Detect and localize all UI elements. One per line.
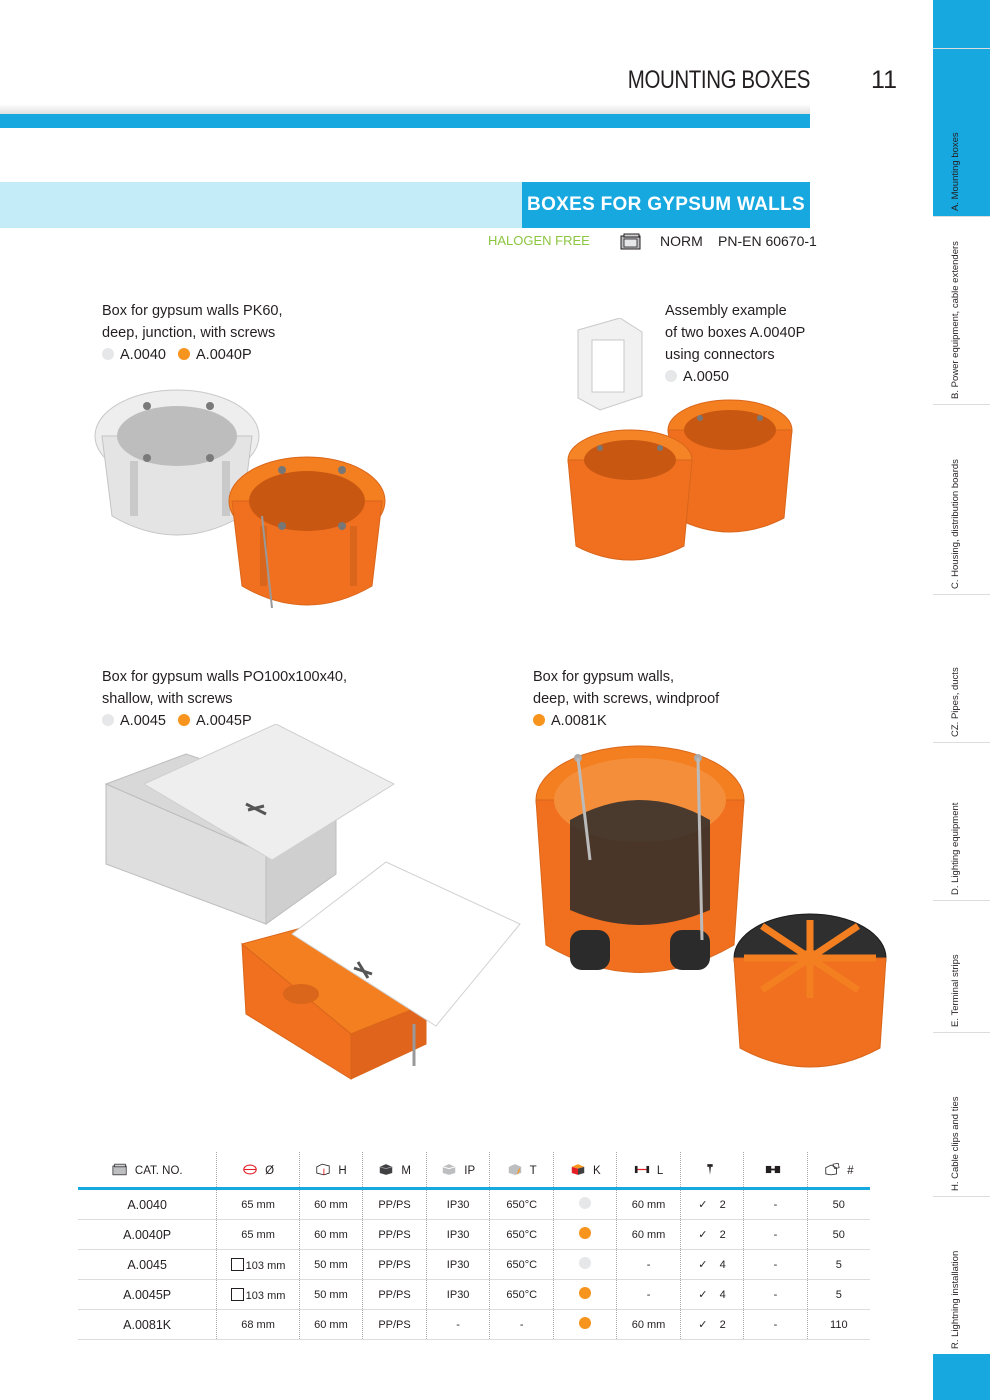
cell-quantity: 50 xyxy=(807,1220,870,1250)
cell-diameter xyxy=(217,1220,300,1250)
cell-temperature: 650°C xyxy=(490,1220,554,1250)
photo-round-boxes-pk60 xyxy=(92,376,392,626)
cell-length: 60 mm xyxy=(617,1189,680,1220)
photo-assembly-connector xyxy=(560,318,805,573)
description-line: deep, with screws, windproof xyxy=(533,691,720,707)
product-a0045-description xyxy=(102,666,347,732)
halogen-free-label: HALOGEN FREE xyxy=(488,233,590,248)
section-title: BOXES FOR GYPSUM WALLS xyxy=(522,182,810,228)
cell-diameter-value: 65 mm xyxy=(241,1198,275,1211)
col-quantity xyxy=(807,1152,870,1189)
screw-count: 2 xyxy=(719,1199,726,1211)
page-number: 11 xyxy=(871,66,897,94)
col-diameter xyxy=(217,1152,300,1189)
check-mark-icon: ✓ xyxy=(698,1289,708,1301)
sidebar-tab-label: A. Mounting boxes xyxy=(950,132,961,211)
description-line: Box for gypsum walls, xyxy=(533,669,675,685)
photo-square-boxes-po100 xyxy=(96,724,526,1084)
cell-length: 60 mm xyxy=(617,1220,680,1250)
col-material-label: M xyxy=(401,1164,411,1177)
cell-diameter-value: 68 mm xyxy=(241,1318,275,1331)
check-mark-icon: ✓ xyxy=(698,1199,708,1211)
col-cat-no-label: CAT. NO. xyxy=(134,1164,183,1177)
sidebar-tab-pipes[interactable] xyxy=(933,594,990,743)
screw-icon xyxy=(702,1163,718,1176)
screw-count: 4 xyxy=(719,1259,726,1271)
cell-diameter-value: 65 mm xyxy=(241,1228,275,1241)
sidebar-tab-label: R. Lightning installation xyxy=(950,1250,961,1349)
cell-ip: IP30 xyxy=(426,1189,489,1220)
screw-length-icon xyxy=(634,1163,650,1176)
cell-material: PP/PS xyxy=(363,1280,427,1310)
product-code: A.0040P xyxy=(196,347,252,363)
cell-diameter xyxy=(217,1280,300,1310)
norm-value: PN-EN 60670-1 xyxy=(718,233,817,249)
cell-color xyxy=(554,1250,617,1280)
sidebar-tab-mounting-boxes[interactable] xyxy=(933,48,990,217)
cell-color xyxy=(554,1220,617,1250)
cell-diameter-value: 103 mm xyxy=(245,1289,286,1302)
table-row xyxy=(78,1189,870,1220)
square-shape-icon xyxy=(231,1288,244,1301)
sidebar-top-block xyxy=(933,0,990,48)
cell-screws xyxy=(680,1310,744,1340)
product-code: A.0045P xyxy=(196,713,252,729)
cell-material: PP/PS xyxy=(363,1189,427,1220)
product-a0040-description xyxy=(102,300,283,366)
table-row xyxy=(78,1280,870,1310)
product-a0081k-description xyxy=(533,666,719,732)
cell-screws xyxy=(680,1280,744,1310)
cell-material: PP/PS xyxy=(363,1310,427,1340)
sidebar-tab-terminal-strips[interactable] xyxy=(933,900,990,1033)
screw-count: 2 xyxy=(719,1319,726,1331)
photo-windproof-box xyxy=(530,740,900,1090)
cell-quantity: 5 xyxy=(807,1280,870,1310)
color-dot xyxy=(579,1227,591,1239)
product-code: A.0045 xyxy=(120,713,166,729)
cell-quantity: 110 xyxy=(807,1310,870,1340)
cell-height: 50 mm xyxy=(299,1280,362,1310)
check-mark-icon: ✓ xyxy=(698,1229,708,1241)
cell-ip: IP30 xyxy=(426,1250,489,1280)
sidebar-tab-lighting[interactable] xyxy=(933,742,990,901)
product-code-list xyxy=(102,344,283,366)
col-diameter-label: Ø xyxy=(265,1164,275,1177)
color-dot xyxy=(579,1317,591,1329)
cell-diameter xyxy=(217,1189,300,1220)
color-cube-icon xyxy=(570,1163,586,1176)
cell-material: PP/PS xyxy=(363,1220,427,1250)
cell-material: PP/PS xyxy=(363,1250,427,1280)
sidebar-tab-label: CZ. Pipes, ducts xyxy=(950,667,961,737)
product-code-list xyxy=(533,710,719,732)
col-connector xyxy=(744,1152,807,1189)
grey-color-dot xyxy=(102,348,114,360)
norm-label: NORM xyxy=(660,233,703,249)
material-cube-icon xyxy=(378,1163,394,1176)
description-line: using connectors xyxy=(665,347,775,363)
cell-screws xyxy=(680,1220,744,1250)
sidebar-tab-label: C. Housing, distribution boards xyxy=(950,459,961,589)
chapter-sidebar xyxy=(933,0,990,1400)
cell-color xyxy=(554,1310,617,1340)
package-quantity-icon xyxy=(824,1163,840,1176)
description-line: Box for gypsum walls PK60, xyxy=(102,303,283,319)
check-mark-icon: ✓ xyxy=(698,1259,708,1271)
cell-diameter xyxy=(217,1250,300,1280)
screw-count: 4 xyxy=(719,1289,726,1301)
cell-height: 60 mm xyxy=(299,1220,362,1250)
description-line: deep, junction, with screws xyxy=(102,325,276,341)
col-cat-no xyxy=(78,1152,217,1189)
sidebar-bottom-block xyxy=(933,1354,990,1400)
cell-connector: - xyxy=(744,1310,807,1340)
sidebar-tab-cable-clips[interactable] xyxy=(933,1032,990,1197)
color-dot xyxy=(579,1197,591,1209)
col-color-label: K xyxy=(592,1164,601,1177)
table-header-row xyxy=(78,1152,870,1189)
cell-temperature: 650°C xyxy=(490,1189,554,1220)
cell-cat-no: A.0045 xyxy=(78,1250,217,1280)
col-screws xyxy=(680,1152,744,1189)
cell-quantity: 50 xyxy=(807,1189,870,1220)
cell-temperature: 650°C xyxy=(490,1250,554,1280)
description-line: of two boxes A.0040P xyxy=(665,325,806,341)
box-icon xyxy=(112,1163,128,1176)
cell-screws xyxy=(680,1250,744,1280)
cell-cat-no: A.0040P xyxy=(78,1220,217,1250)
cell-color xyxy=(554,1189,617,1220)
specification-table xyxy=(78,1152,870,1340)
color-dot xyxy=(579,1257,591,1269)
cell-cat-no: A.0081K xyxy=(78,1310,217,1340)
cell-screws xyxy=(680,1189,744,1220)
ip-cube-icon xyxy=(441,1163,457,1176)
col-height xyxy=(299,1152,362,1189)
cell-ip: - xyxy=(426,1310,489,1340)
col-ip xyxy=(426,1152,489,1189)
product-code: A.0040 xyxy=(120,347,166,363)
cell-color xyxy=(554,1280,617,1310)
col-length xyxy=(617,1152,680,1189)
color-dot xyxy=(579,1287,591,1299)
sidebar-tab-lightning[interactable] xyxy=(933,1196,990,1355)
cell-height: 60 mm xyxy=(299,1310,362,1340)
table-row xyxy=(78,1250,870,1280)
cell-ip: IP30 xyxy=(426,1220,489,1250)
cell-connector: - xyxy=(744,1280,807,1310)
sidebar-tab-label: E. Terminal strips xyxy=(950,954,961,1027)
cell-diameter xyxy=(217,1310,300,1340)
orange-color-dot xyxy=(533,714,545,726)
sidebar-tab-label: B. Power equipment, cable extenders xyxy=(950,241,961,399)
col-height-label: H xyxy=(338,1164,347,1177)
orange-color-dot xyxy=(178,348,190,360)
diameter-icon xyxy=(242,1163,258,1176)
description-line: shallow, with screws xyxy=(102,691,233,707)
col-temperature xyxy=(490,1152,554,1189)
cell-length: - xyxy=(617,1280,680,1310)
page-header-title: MOUNTING BOXES xyxy=(627,66,810,94)
cell-ip: IP30 xyxy=(426,1280,489,1310)
check-mark-icon: ✓ xyxy=(698,1319,708,1331)
height-cube-icon xyxy=(315,1163,331,1176)
col-material xyxy=(363,1152,427,1189)
cell-height: 50 mm xyxy=(299,1250,362,1280)
cell-connector: - xyxy=(744,1189,807,1220)
description-line: Box for gypsum walls PO100x100x40, xyxy=(102,669,348,685)
square-shape-icon xyxy=(231,1258,244,1271)
col-color xyxy=(554,1152,617,1189)
header-shadow xyxy=(0,104,810,114)
cell-quantity: 5 xyxy=(807,1250,870,1280)
col-temperature-label: T xyxy=(529,1164,537,1177)
table-row xyxy=(78,1310,870,1340)
norm-box-icon xyxy=(620,233,642,250)
temperature-cube-icon xyxy=(507,1163,523,1176)
description-line: Assembly example xyxy=(665,303,787,319)
table-row xyxy=(78,1220,870,1250)
cell-cat-no: A.0045P xyxy=(78,1280,217,1310)
header-accent-bar xyxy=(0,114,810,128)
col-ip-label: IP xyxy=(464,1164,476,1177)
connector-icon xyxy=(765,1163,781,1176)
col-quantity-label: # xyxy=(847,1164,854,1177)
cell-diameter-value: 103 mm xyxy=(245,1259,286,1272)
cell-cat-no: A.0040 xyxy=(78,1189,217,1220)
cell-height: 60 mm xyxy=(299,1189,362,1220)
cell-connector: - xyxy=(744,1250,807,1280)
col-length-label: L xyxy=(656,1164,664,1177)
sidebar-tab-label: D. Lighting equipment xyxy=(950,802,961,895)
cell-length: - xyxy=(617,1250,680,1280)
product-code: A.0081K xyxy=(551,713,607,729)
cell-temperature: 650°C xyxy=(490,1280,554,1310)
sidebar-tab-housing[interactable] xyxy=(933,404,990,595)
cell-connector: - xyxy=(744,1220,807,1250)
cell-length: 60 mm xyxy=(617,1310,680,1340)
sidebar-tab-power-equipment[interactable] xyxy=(933,216,990,405)
sidebar-tab-label: H. Cable clips and ties xyxy=(950,1096,961,1191)
product-code: A.0050 xyxy=(683,369,729,385)
cell-temperature: - xyxy=(490,1310,554,1340)
screw-count: 2 xyxy=(719,1229,726,1241)
